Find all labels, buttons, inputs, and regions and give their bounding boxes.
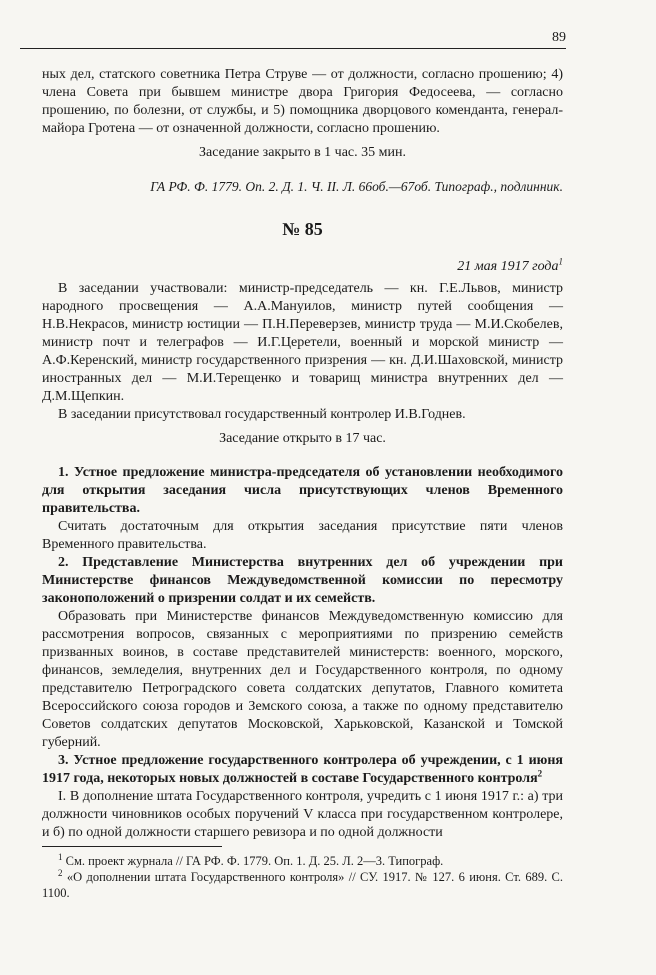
footnote-2-mark: 2 <box>58 867 63 878</box>
document-number: № 85 <box>282 219 323 239</box>
item-1-heading: 1. Устное предложение министра-председателя об установлении необходимого для открытия заседания числа присутствующих членов Временного правительства. <box>42 465 563 516</box>
footnote-divider <box>42 846 222 847</box>
participants-paragraph: В заседании участвовали: министр-председатель — кн. Г.Е.Львов, министр народного просвещения — А.А.Мануилов, министр путей сообщения — Н.В.Некрасов, министр юстиции — П.Н.Переверзев, министр труда — М.И.Скобелев, министр почт и телеграфов — И.Г.Церетели, военный и морской министр — А.Ф.Керенский, министр государственного призрения — кн. Д.И.Шаховской, министр иностранных дел — М.И.Терещенко и товарищ министра внутренних дел — Д.М.Щепкин. <box>42 281 563 404</box>
continuation-paragraph: ных дел, статского советника Петра Струве — от должности, согласно прошению; 4) члена Совета при бывшем министре двора Григория Федосеева, — согласно прошению, по болезни, от службы, и 5) помощника дворцового коменданта, генерал-майора Гротена — от означенной должности, согласно прошению. <box>42 67 563 136</box>
item-3-body: I. В дополнение штата Государственного контроля, учредить с 1 июня 1917 г.: а) три должности чиновников особых поручений V класса при государственном контролере, и б) по одной должности старшего ревизора и по одной должности <box>42 789 563 840</box>
item-3-heading-text: 3. Устное предложение государственного контролера об учреждении, с 1 июня 1917 года, некоторых новых должностей в составе Государственного контроля <box>42 753 563 786</box>
item-2-heading: 2. Представление Министерства внутренних дел об учреждении при Министерстве финансов Междуведомственной комиссии по пересмотру законоположений о призрении солдат и их семейств. <box>42 555 563 606</box>
date-text: 21 мая 1917 года <box>457 259 559 274</box>
footnote-1-mark: 1 <box>58 851 63 862</box>
date-footnote-ref: 1 <box>558 256 563 267</box>
source-citation: ГА РФ. Ф. 1779. Оп. 2. Д. 1. Ч. II. Л. 66об.—67об. Типограф., подлинник. <box>150 179 563 194</box>
attendee-paragraph: В заседании присутствовал государственный контролер И.В.Годнев. <box>58 407 466 422</box>
page-content <box>42 66 563 901</box>
document-date <box>42 258 563 276</box>
header-rule <box>20 48 566 49</box>
footnote-2-text: «О дополнении штата Государственного контроля» // СУ. 1917. № 127. 6 июня. Ст. 689. С. 1100. <box>42 870 564 900</box>
item-1-body: Считать достаточным для открытия заседания присутствие пяти членов Временного правительства. <box>42 519 563 552</box>
session-opened: Заседание открыто в 17 час. <box>219 431 386 446</box>
session-closed: Заседание закрыто в 1 час. 35 мин. <box>199 145 406 160</box>
footnote-1-text: См. проект журнала // ГА РФ. Ф. 1779. Оп. 1. Д. 25. Л. 2—3. Типограф. <box>65 854 444 868</box>
page-number: 89 <box>552 30 566 45</box>
item-2-body: Образовать при Министерстве финансов Междуведомственную комиссию для рассмотрения вопросов, связанных с мероприятиями по призрению семейств призванных воинов, в составе представителей министерств: военного, морского, финансов, земледелия, внутренних дел и Государственного контроля, по одному представителю Петроградского совета солдатских депутатов, Главного комитета Всероссийского союза городов и Земского союза, а также по одному представителю Советов солдатских депутатов Московской, Харьковской, Казанской и Томской губерний. <box>42 609 563 750</box>
item-3-footnote-ref: 2 <box>537 768 543 779</box>
footnote-2 <box>42 869 563 901</box>
footnote-1 <box>42 853 563 869</box>
item-3-heading <box>42 752 563 788</box>
